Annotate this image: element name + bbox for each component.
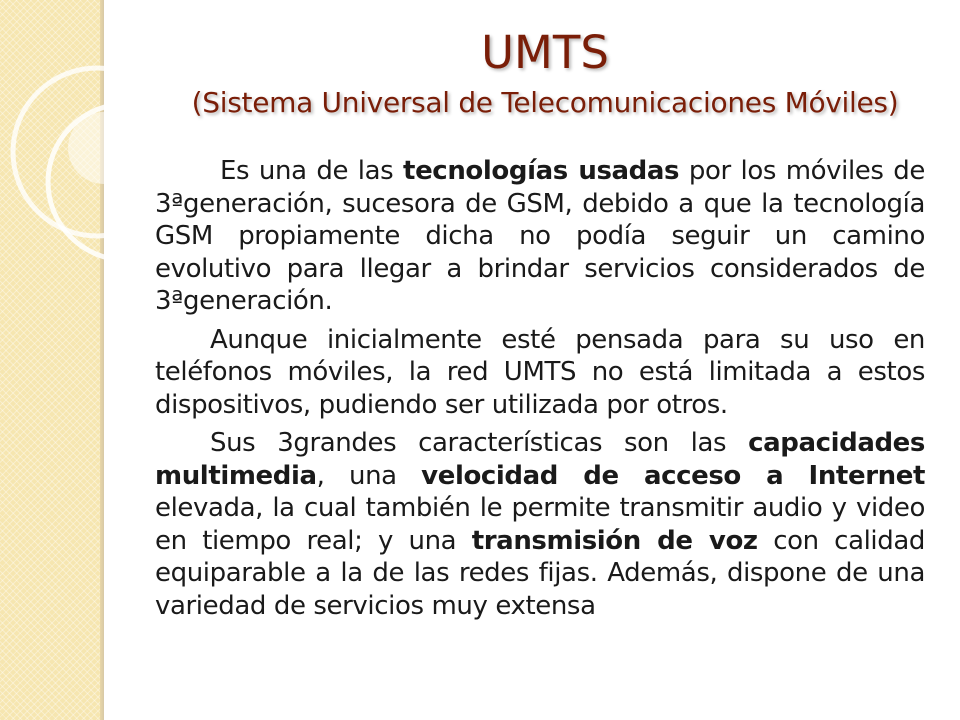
title-block — [150, 24, 940, 122]
body-text-run: , una — [316, 460, 422, 491]
body-text-run: con calidad equiparable a la de las redes fijas. Además, dispone de una variedad de servicios muy extensa — [155, 525, 925, 621]
emphasis-text: transmisión de voz — [471, 525, 758, 556]
ring-spot — [68, 112, 140, 184]
body-text-run: Aunque inicialmente esté pensada para su uso en teléfonos móviles, la red UMTS no está limitada a estos dispositivos, pudiendo ser utilizada por otros. — [155, 324, 925, 420]
paragraph-1 — [155, 155, 925, 318]
slide-body — [155, 155, 925, 628]
paragraph-2 — [155, 324, 925, 422]
emphasis-text: capacidades multimedia — [155, 428, 925, 491]
slide-title: UMTS — [481, 26, 609, 79]
body-text-run: Sus 3grandes características son las — [210, 428, 749, 458]
body-text-run: elevada, la cual también le permite transmitir audio y video en tiempo real; y una — [155, 493, 925, 556]
body-text-run: Es una de las — [220, 156, 404, 186]
slide-subtitle: (Sistema Universal de Telecomunicaciones Móviles) — [191, 86, 899, 119]
emphasis-text: tecnologías usadas — [403, 156, 680, 186]
paragraph-3 — [155, 427, 925, 622]
body-text-run: por los móviles de 3ªgeneración, sucesora de GSM, debido a que la tecnología GSM propiamente dicha no podía seguir un camino evolutivo para llegar a brindar servicios considerados de 3ªgeneración. — [155, 156, 925, 316]
emphasis-text: velocidad de acceso a Internet — [421, 460, 925, 491]
